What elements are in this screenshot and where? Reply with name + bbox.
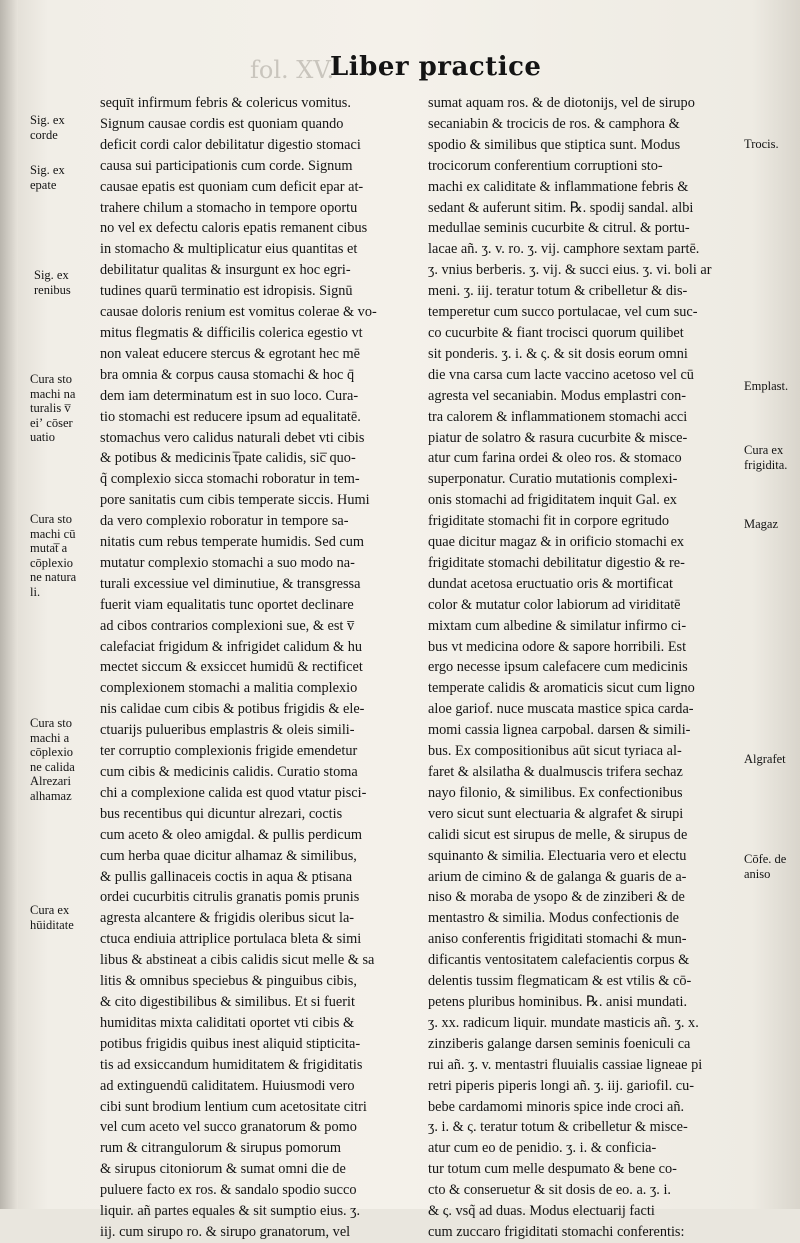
text-line: cto & conseruetur & sit dosis de eo. a. ʒ. i. xyxy=(428,1182,671,1199)
text-line: bebe cardamomi minoris spice inde croci añ. xyxy=(428,1098,685,1115)
margin-note-line: renibus xyxy=(34,282,71,297)
text-line: potibus frigidis quibus inest aliquid stipticita- xyxy=(100,1035,361,1052)
text-line: frigiditate stomachi fit in corpore egritudo xyxy=(428,513,669,530)
text-line: calidi sicut est sirupus de melle, & sirupus de xyxy=(428,826,688,843)
text-line: da vero complexio roboratur in tempore sa- xyxy=(100,513,349,530)
margin-note-line: hūiditate xyxy=(30,917,74,932)
text-line: dem iam determinatum est in suo loco. Cura- xyxy=(100,387,359,404)
text-line: sequīt infirmum febris & colericus vomitus. xyxy=(100,95,351,111)
margin-note-line: Sig. ex xyxy=(34,268,69,282)
text-line: dundat acetosa eructuatio oris & mortificat xyxy=(428,575,673,592)
text-line: bus. Ex compositionibus aūt sicut tyriaca al- xyxy=(428,743,682,760)
text-line: temperate calidis & aromaticis sicut cum ligno xyxy=(428,680,695,697)
text-line: arium de cimino & de galanga & guaris de a- xyxy=(428,868,687,885)
margin-note-line: Cura ex xyxy=(744,443,784,457)
text-line: quae dicitur magaz & in orificio stomachi ex xyxy=(428,534,685,551)
text-line: co cucurbite & fiant trocisci quorum quilibet xyxy=(428,324,684,341)
text-line: ctuarijs pulueribus emplastris & oleis simili- xyxy=(100,722,355,739)
margin-note-line: turalis v̅ xyxy=(30,401,71,416)
text-line: stomachus vero calidus naturali debet vti cibis xyxy=(100,429,365,446)
margin-note-line: Magaz xyxy=(744,517,779,531)
text-line: sit ponderis. ʒ. i. & ς. & sit dosis eorum omni xyxy=(428,345,688,362)
margin-note-line: ne calida xyxy=(30,759,75,774)
text-line: mitus flegmatis & difficilis colerica egestio vt xyxy=(100,324,363,341)
text-line: mentastro & similia. Modus confectionis de xyxy=(428,910,679,927)
text-line: in stomacho & multiplicatur eius quantitas et xyxy=(100,241,358,258)
text-line: fuerit viam equalitatis tunc oportet declinare xyxy=(100,596,354,613)
text-line: ergo necesse ipsum calefacere cum medicinis xyxy=(428,659,688,676)
margin-note xyxy=(30,903,74,932)
margin-note-line: eiʼ cōser xyxy=(30,415,73,430)
margin-note-line: Alrezari xyxy=(30,774,71,789)
margin-note xyxy=(744,379,788,394)
text-line: medullae seminis cucurbite & citrul. & portu- xyxy=(428,220,690,237)
text-line: cum herba quae dicitur alhamaz & similibus, xyxy=(100,847,357,864)
text-line: turali excessiue vel diminutiue, & transgressa xyxy=(100,575,361,592)
text-line: tra calorem & inflammationem stomachi acci xyxy=(428,408,688,425)
margin-note-line: Sig. ex xyxy=(30,163,65,177)
text-line: deficit cordi calor debilitatur digestio stomaci xyxy=(100,136,361,153)
text-line: meni. ʒ. iij. teratur totum & cribelletur & dis- xyxy=(428,283,688,300)
text-line: dificantis ventositatem calefacientis corpus & xyxy=(428,952,690,969)
page-gutter-shadow xyxy=(0,0,18,1209)
text-line: vero sicut sunt electuaria & algrafet & sirupi xyxy=(428,805,684,822)
text-line: cum cibis & medicinis calidis. Curatio stoma xyxy=(100,764,358,780)
text-line: humiditas mixta caliditati oportet vti cibis & xyxy=(100,1014,355,1031)
text-line: momi cassia lignea carpobal. darsen & simili- xyxy=(428,722,691,739)
text-line: rui añ. ʒ. v. mentastri fluuialis cassiae ligneae pi xyxy=(428,1056,703,1073)
text-line: chi a complexione calida est quod vtatur pisci- xyxy=(100,784,367,801)
text-line: niso & moraba de ysopo & de zinziberi & de xyxy=(428,889,685,906)
text-line: & cito digestibilibus & similibus. Et si fuerit xyxy=(100,993,355,1010)
margin-note xyxy=(744,443,787,472)
margin-note-line: Algrafet xyxy=(744,752,786,766)
text-line: frigiditate stomachi debilitatur digestio & re- xyxy=(428,554,685,571)
text-line: tis ad exsiccandum humiditatem & frigiditatis xyxy=(100,1056,363,1073)
text-line: tudines quarū terminatio est idropisis. Signū xyxy=(100,283,353,300)
text-line: & ς. vsq̃ ad duas. Modus electuarij facti xyxy=(428,1203,655,1220)
text-line: bus vt medicina odore & sapore horribili. Est xyxy=(428,638,687,655)
text-line: piatur de solatro & rasura cucurbite & misce- xyxy=(428,429,688,446)
margin-note-line: Emplast. xyxy=(744,379,789,393)
margin-note xyxy=(744,137,779,152)
margin-note xyxy=(30,113,65,142)
text-line: ad cibos contrarios complexioni sue, & est v̅ xyxy=(100,617,355,634)
margin-note-line: Sig. ex xyxy=(30,113,65,127)
text-line: ʒ. i. & ς. teratur totum & cribelletur & misce- xyxy=(428,1119,688,1136)
text-line: delentis tussim flegmaticam & est vtilis & cō- xyxy=(428,973,692,990)
text-line: petens pluribus hominibus. ℞. anisi mundati. xyxy=(428,993,688,1010)
text-line: nayo filonio, & similibus. Ex confectionibus xyxy=(428,784,683,801)
margin-note-line: Trocis. xyxy=(744,137,779,151)
margin-note-line: mutat̅ a xyxy=(30,541,68,556)
left-text-column xyxy=(100,93,412,1243)
text-line: ctuca endiuia attriplice portulaca bleta & simi xyxy=(100,931,362,948)
text-line: vel cum aceto vel succo granatorum & pomo xyxy=(100,1119,357,1136)
bleed-through-folio: fol. XV. xyxy=(250,56,335,84)
margin-note-line: ne natura xyxy=(30,570,77,585)
text-line: causae doloris renium est vomitus colerae & vo- xyxy=(100,304,377,321)
text-line: mutatur complexio stomachi a suo modo na- xyxy=(100,554,355,571)
text-line: aniso conferentis frigiditati stomachi & mun- xyxy=(428,931,687,948)
text-line: bra omnia & corpus causa stomachi & hoc q̄ xyxy=(100,366,355,383)
right-text-column xyxy=(428,93,738,1243)
text-line: lacae añ. ʒ. v. ro. ʒ. vij. camphore sextam partē. xyxy=(428,241,700,258)
text-line: ter corruptio complexionis frigide emendetur xyxy=(100,743,358,760)
margin-note-line: Cura sto xyxy=(30,512,73,526)
margin-note-line: Cura sto xyxy=(30,716,73,730)
text-line: iij. cum sirupo ro. & sirupo granatorum, vel xyxy=(100,1223,351,1240)
text-line: nis calidae cum cibis & potibus frigidis & ele- xyxy=(100,701,365,718)
margin-note-line: li. xyxy=(30,584,41,599)
margin-note-line: machi na xyxy=(30,386,76,401)
text-line: agresta vel secaniabin. Modus emplastri con- xyxy=(428,387,687,404)
margin-note-line: Cōfe. de xyxy=(744,852,787,866)
text-line: trahere chilum a stomacho in tempore oportu xyxy=(100,199,358,216)
running-title: Liber practice xyxy=(330,52,542,82)
text-line: puluere facto ex ros. & sandalo spodio succo xyxy=(100,1182,357,1199)
margin-note-line: Cura sto xyxy=(30,372,73,386)
text-line: rum & citrangulorum & sirupus pomorum xyxy=(100,1140,342,1157)
text-line: libus & abstineat a cibis calidis sicut melle & sa xyxy=(100,952,375,969)
text-line: retri piperis piperis longi añ. ʒ. iij. gariofil. cu- xyxy=(428,1077,695,1094)
text-line: zinziberis galange darsen seminis foeniculi ca xyxy=(428,1035,691,1052)
text-line: & sirupus citoniorum & sumat omni die de xyxy=(100,1161,346,1178)
text-line: cibi sunt brodium lentium cum acetositate citri xyxy=(100,1098,367,1115)
text-line: trocicorum conferentium corruptioni sto- xyxy=(428,157,663,174)
margin-note-line: Cura ex xyxy=(30,903,70,917)
text-line: atur cum eo de penidio. ʒ. i. & conficia- xyxy=(428,1140,657,1157)
text-line: complexionem stomachi a malitia complexio xyxy=(100,680,358,697)
margin-note xyxy=(744,852,786,881)
text-line: die vna carsa cum lacte vaccino acetoso vel cū xyxy=(428,366,694,383)
text-line: tio stomachi est reducere ipsum ad equalitatē. xyxy=(100,408,361,425)
text-line: secaniabin & trocicis de ros. & camphora & xyxy=(428,115,680,132)
text-line: aloe gariof. nuce muscata mastice spica carda- xyxy=(428,701,694,718)
text-line: faret & alsilatha & dualmuscis trifera sechaz xyxy=(428,764,683,780)
text-line: cum aceto & oleo amigdal. & pullis perdicum xyxy=(100,826,363,843)
margin-note-line: cōplexio xyxy=(30,555,74,570)
text-line: sumat aquam ros. & de diotonijs, vel de sirupo xyxy=(428,95,695,111)
text-line: agresta alcantere & frigidis oleribus sicut la- xyxy=(100,910,355,927)
text-line: ʒ. vnius berberis. ʒ. vij. & succi eius. ʒ. vi. boli ar xyxy=(428,262,712,279)
text-line: mectet siccum & exsiccet humidū & rectificet xyxy=(100,659,363,676)
text-line: mixtam cum albedine & similatur infirmo ci- xyxy=(428,617,687,634)
text-line: non valeat educere stercus & egrotant hec mē xyxy=(100,345,361,362)
margin-note xyxy=(30,163,65,192)
text-line: causa sui participationis cum corde. Signum xyxy=(100,157,353,174)
text-line: liquir. añ partes equales & sit sumptio eius. ʒ. xyxy=(100,1203,361,1220)
margin-note xyxy=(30,512,76,600)
text-line: & pullis gallinaceis coctis in aqua & ptisana xyxy=(100,868,353,885)
margin-note-line: machi cū xyxy=(30,526,76,541)
text-line: litis & omnibus speciebus & pinguibus cibis, xyxy=(100,973,357,990)
margin-note xyxy=(30,372,75,445)
margin-note-line: frigidita. xyxy=(744,457,788,472)
margin-note xyxy=(744,517,778,532)
text-line: ordei cucurbitis citrulis granatis pomis prunis xyxy=(100,889,360,906)
text-line: sedant & auferunt sitim. ℞. spodij sandal. albi xyxy=(428,199,694,216)
margin-note-line: corde xyxy=(30,127,58,142)
margin-note-line: uatio xyxy=(30,430,55,445)
text-line: color & mutatur color labiorum ad viriditatē xyxy=(428,596,681,613)
margin-note-line: alhamaz xyxy=(30,788,72,803)
text-line: spodio & similibus que stiptica sunt. Modus xyxy=(428,136,681,153)
text-line: cum zuccaro frigiditati stomachi conferentis: xyxy=(428,1223,685,1240)
text-line: & potibus & medicinis t̅pate calidis, sic̅ quo- xyxy=(100,450,356,467)
text-line: tur totum cum melle despumato & bene co- xyxy=(428,1161,677,1178)
text-line: pore sanitatis cum cibis temperate siccis. Humi xyxy=(100,492,370,509)
text-line: causae epatis est quoniam cum deficit epar at- xyxy=(100,178,364,195)
text-line: debilitatur qualitas & insurgunt ex hoc egri- xyxy=(100,262,351,279)
margin-note xyxy=(30,716,75,804)
text-line: calefaciat frigidum & infrigidet calidum & hu xyxy=(100,638,363,655)
text-line: ʒ. xx. radicum liquir. mundate masticis añ. ʒ. x. xyxy=(428,1014,699,1031)
text-line: bus recentibus qui dicuntur alrezari, coctis xyxy=(100,805,343,822)
text-line: atur cum farina ordei & oleo ros. & stomaco xyxy=(428,450,682,467)
margin-note xyxy=(744,752,786,767)
margin-note-line: aniso xyxy=(744,866,771,881)
text-line: temperetur cum succo portulacae, vel cum suc- xyxy=(428,304,698,321)
text-line: machi ex caliditate & inflammatione febris & xyxy=(428,178,689,195)
margin-note-line: machi a xyxy=(30,730,70,745)
text-line: q̃ complexio sicca stomachi roboratur in tem- xyxy=(100,471,360,488)
margin-note-line: epate xyxy=(30,177,57,192)
text-line: no vel ex defectu caloris epatis remanent cibus xyxy=(100,220,368,237)
margin-note-line: cōplexio xyxy=(30,745,74,760)
margin-note xyxy=(34,268,71,297)
text-line: Signum causae cordis est quoniam quando xyxy=(100,115,344,132)
text-line: nitatis cum rebus temperate humidis. Sed cum xyxy=(100,534,365,551)
text-line: superponatur. Curatio mutationis complexi- xyxy=(428,471,678,488)
text-line: onis stomachi ad frigiditatem inquit Gal. ex xyxy=(428,492,677,509)
text-line: ad extinguendū caliditatem. Huiusmodi vero xyxy=(100,1077,355,1094)
text-line: squinanto & similia. Electuaria vero et electu xyxy=(428,847,687,864)
